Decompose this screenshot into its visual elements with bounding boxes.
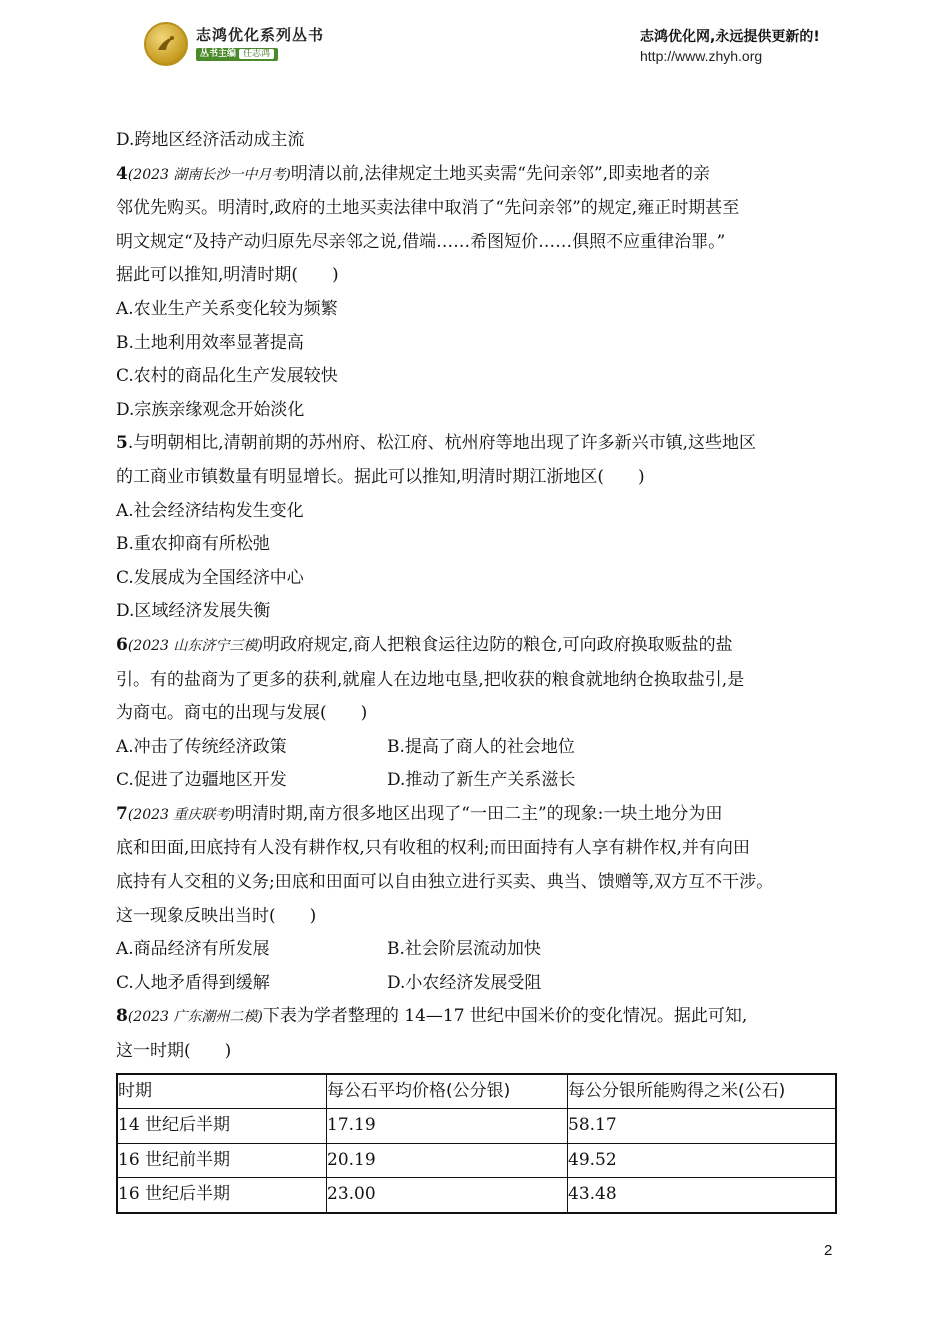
- line-text: D.区域经济发展失衡: [116, 601, 271, 622]
- question-source: (2023 重庆联考): [127, 806, 235, 823]
- text-line: [116, 124, 836, 158]
- text-line: [116, 461, 836, 495]
- answer-option: A.商品经济有所发展: [116, 939, 270, 960]
- question-number: 4: [116, 163, 128, 184]
- answer-option: B.社会阶层流动加快: [387, 939, 541, 960]
- table-row: [117, 1178, 836, 1213]
- editor-badge: [196, 48, 278, 61]
- editor-name: 任志鸿: [239, 49, 274, 59]
- line-text: A.农业生产关系变化较为频繁: [116, 298, 338, 319]
- page-number: 2: [824, 1242, 833, 1259]
- text-line: [116, 495, 836, 529]
- line-text: 据此可以推知,明清时期( ): [116, 265, 339, 286]
- text-line: [116, 259, 836, 293]
- question-stem: [116, 1000, 836, 1035]
- question-stem: [116, 158, 836, 193]
- table-header-cell: 每公分银所能购得之米(公石): [568, 1074, 837, 1109]
- text-line: [116, 1035, 836, 1069]
- table-header-row: [117, 1074, 836, 1109]
- text-line: [116, 192, 836, 226]
- text-line: [116, 697, 836, 731]
- question-number: 5: [116, 433, 128, 454]
- line-text: 这一时期( ): [116, 1041, 232, 1062]
- line-text: D.宗族亲缘观念开始淡化: [116, 399, 305, 420]
- text-line: [116, 664, 836, 698]
- text-line: [116, 595, 836, 629]
- line-text: D.跨地区经济活动成主流: [116, 130, 305, 150]
- question-number: 6: [116, 634, 128, 655]
- text-line: [116, 226, 836, 260]
- page-header: [0, 0, 950, 80]
- answer-option: A.冲击了传统经济政策: [116, 736, 287, 757]
- question-source: (2023 湖南长沙一中月考): [127, 166, 291, 183]
- text-line: [116, 293, 836, 327]
- text-line: [116, 866, 836, 900]
- rice-price-table: [116, 1073, 837, 1214]
- line-text: 的工商业市镇数量有明显增长。据此可以推知,明清时期江浙地区( ): [116, 466, 645, 487]
- line-text: C.发展成为全国经济中心: [116, 567, 304, 588]
- answer-option: C.促进了边疆地区开发: [116, 770, 287, 791]
- table-cell: 49.52: [568, 1143, 837, 1178]
- option-row: [116, 731, 836, 765]
- line-text: 底持有人交租的义务;田底和田面可以自由独立进行买卖、典当、馈赠等,双方互不干涉。: [116, 872, 774, 893]
- text-line: [116, 360, 836, 394]
- question-stem: [116, 798, 836, 833]
- line-text: 明清时期,南方很多地区出现了“一田二主”的现象:一块土地分为田: [234, 803, 723, 824]
- line-text: 下表为学者整理的 14—17 世纪中国米价的变化情况。据此可知,: [262, 1006, 748, 1027]
- text-line: [116, 394, 836, 428]
- series-title: 志鸿优化系列丛书: [196, 26, 325, 44]
- line-text: 明清以前,法律规定土地买卖需“先问亲邻”,即卖地者的亲: [290, 163, 711, 184]
- site-slogan: 志鸿优化网,永远提供更新的!: [640, 29, 820, 45]
- table-cell: 16 世纪后半期: [117, 1178, 327, 1213]
- text-line: [116, 528, 836, 562]
- answer-option: D.小农经济发展受阻: [387, 972, 542, 993]
- line-text: 明文规定“及持产动归原先尽亲邻之说,借端……希图短价……俱照不应重律治罪。”: [116, 231, 726, 252]
- text-line: [116, 832, 836, 866]
- line-text: 引。有的盐商为了更多的获利,就雇人在边地屯垦,把收获的粮食就地纳仓换取盐引,是: [116, 669, 745, 690]
- answer-option: B.提高了商人的社会地位: [387, 736, 575, 757]
- question-number: 7: [116, 803, 128, 824]
- line-text: B.土地利用效率显著提高: [116, 332, 304, 353]
- table-row: [117, 1109, 836, 1144]
- option-row: [116, 967, 836, 1001]
- text-line: [116, 900, 836, 934]
- line-text: 底和田面,田底持有人没有耕作权,只有收租的权利;而田面持有人享有耕作权,并有向田: [116, 838, 750, 859]
- answer-option: D.推动了新生产关系滋长: [387, 770, 576, 791]
- crane-logo-icon: [154, 32, 178, 56]
- question-number: 8: [116, 1006, 128, 1027]
- question-stem: [116, 427, 836, 461]
- editor-label: 丛书主编: [200, 49, 237, 59]
- table-cell: 16 世纪前半期: [117, 1143, 327, 1178]
- table-cell: 58.17: [568, 1109, 837, 1144]
- option-row: [116, 933, 836, 967]
- line-text: 为商屯。商屯的出现与发展( ): [116, 703, 368, 724]
- option-row: [116, 764, 836, 798]
- line-text: B.重农抑商有所松弛: [116, 534, 270, 555]
- question-stem: [116, 629, 836, 664]
- line-text: A.社会经济结构发生变化: [116, 500, 304, 521]
- publisher-logo: [144, 22, 188, 66]
- answer-option: C.人地矛盾得到缓解: [116, 972, 270, 993]
- text-line: [116, 327, 836, 361]
- table-row: [117, 1143, 836, 1178]
- table-cell: 43.48: [568, 1178, 837, 1213]
- line-text: .与明朝相比,清朝前期的苏州府、松江府、杭州府等地出现了许多新兴市镇,这些地区: [127, 433, 757, 454]
- line-text: C.农村的商品化生产发展较快: [116, 366, 338, 387]
- question-source: (2023 广东潮州二模): [127, 1009, 263, 1026]
- table-cell: 23.00: [327, 1178, 568, 1213]
- table-cell: 14 世纪后半期: [117, 1109, 327, 1144]
- table-cell: 17.19: [327, 1109, 568, 1144]
- question-source: (2023 山东济宁三模): [127, 637, 263, 654]
- table-header-cell: 时期: [117, 1074, 327, 1109]
- question-content: [116, 124, 836, 1214]
- line-text: 明政府规定,商人把粮食运往边防的粮仓,可向政府换取贩盐的盐: [262, 634, 733, 655]
- text-line: [116, 562, 836, 596]
- table-cell: 20.19: [327, 1143, 568, 1178]
- table-header-cell: 每公石平均价格(公分银): [327, 1074, 568, 1109]
- line-text: 邻优先购买。明清时,政府的土地买卖法律中取消了“先问亲邻”的规定,雍正时期甚至: [116, 198, 740, 219]
- line-text: 这一现象反映出当时( ): [116, 905, 317, 926]
- question-lines: [116, 124, 836, 1069]
- site-url[interactable]: http://www.zhyh.org: [640, 48, 763, 64]
